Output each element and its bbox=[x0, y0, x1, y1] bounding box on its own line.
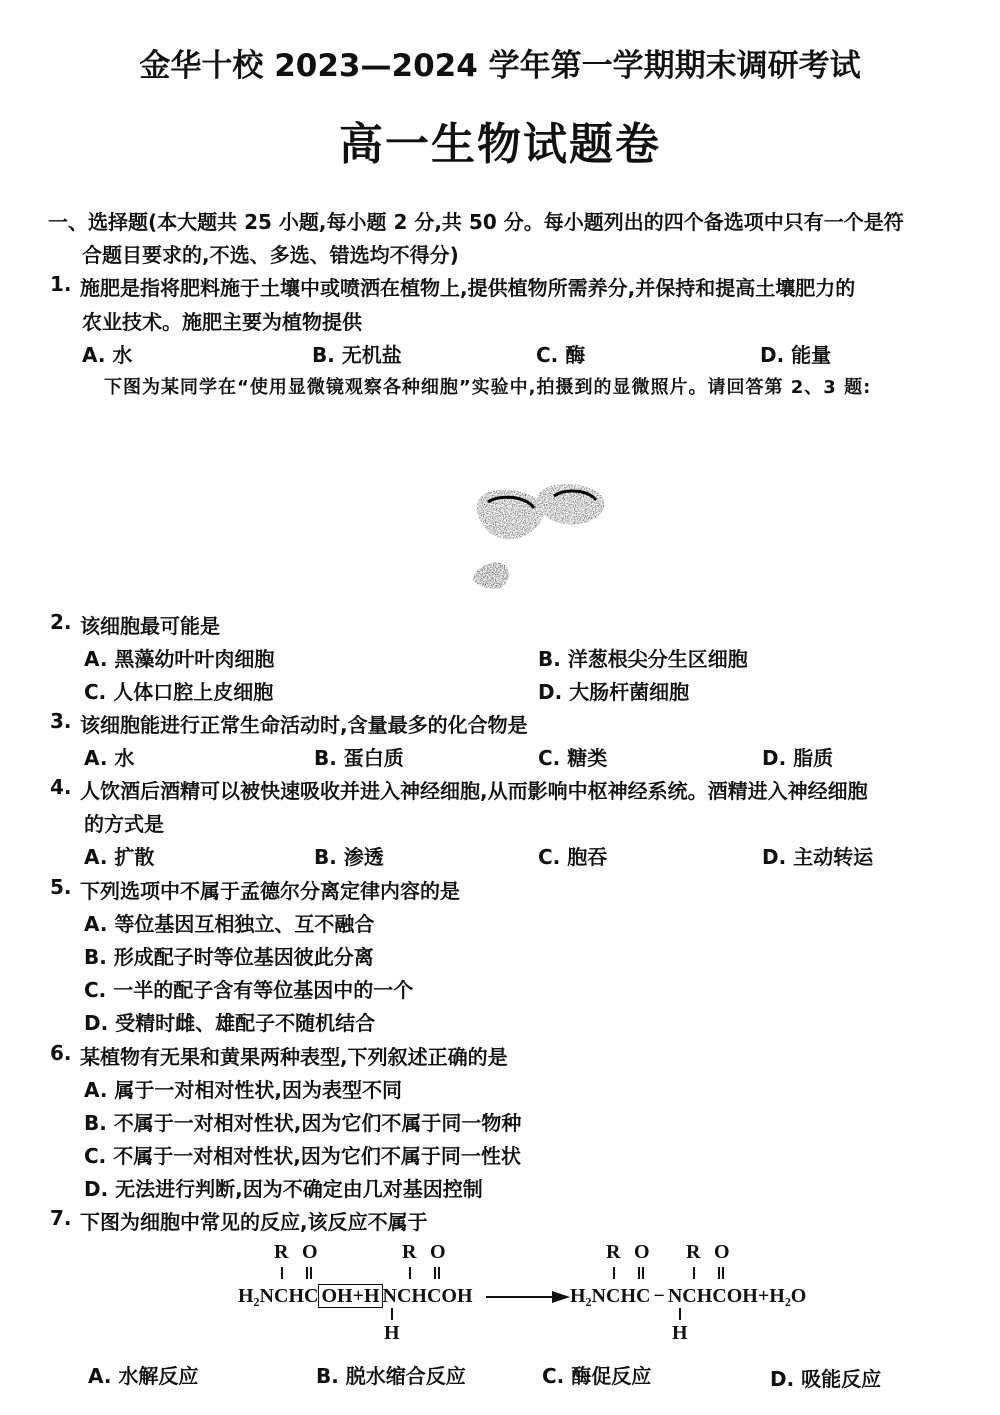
option-c: C. 一半的配子含有等位基因中的一个 bbox=[84, 978, 414, 1002]
peptide-bond: − bbox=[653, 1285, 665, 1307]
formula-part: NCHCOH bbox=[382, 1285, 473, 1307]
option-d: D. 脂质 bbox=[762, 746, 834, 770]
carbonyl-o-label: O bbox=[430, 1241, 446, 1263]
option-c: C. 酶促反应 bbox=[542, 1364, 652, 1388]
carbonyl-o-label: O bbox=[634, 1241, 650, 1263]
option-b: B. 不属于一对相对性状,因为它们不属于同一物种 bbox=[84, 1111, 522, 1135]
amine-h-label: H bbox=[384, 1322, 400, 1344]
amine-h-label: H bbox=[672, 1322, 688, 1344]
r-group-label: R bbox=[402, 1241, 417, 1263]
question-stem: 某植物有无果和黄果两种表型,下列叙述正确的是 bbox=[80, 1045, 508, 1069]
section-heading-cont: 合题目要求的,不选、多选、错选均不得分) bbox=[82, 243, 459, 267]
question-number: 7. bbox=[50, 1206, 72, 1230]
option-b: B. 无机盐 bbox=[312, 343, 402, 367]
option-a: A. 扩散 bbox=[84, 845, 155, 869]
single-bond-icon bbox=[391, 1308, 393, 1320]
single-bond-icon bbox=[281, 1267, 283, 1279]
single-bond-icon bbox=[409, 1267, 411, 1279]
option-b: B. 蛋白质 bbox=[314, 746, 404, 770]
option-a: A. 黑藻幼叶叶肉细胞 bbox=[84, 647, 275, 671]
question-number: 4. bbox=[50, 775, 72, 799]
option-b: B. 洋葱根尖分生区细胞 bbox=[538, 647, 748, 671]
single-bond-icon bbox=[613, 1267, 615, 1279]
double-bond-icon bbox=[638, 1267, 644, 1279]
option-c: C. 人体口腔上皮细胞 bbox=[84, 680, 274, 704]
water-removed-box: OH+H bbox=[318, 1284, 382, 1308]
option-c: C. 糖类 bbox=[538, 746, 608, 770]
exam-title: 金华十校 2023—2024 学年第一学期期末调研考试 bbox=[139, 48, 861, 84]
option-a: A. 属于一对相对性状,因为表型不同 bbox=[84, 1078, 403, 1102]
option-d: D. 无法进行判断,因为不确定由几对基因控制 bbox=[84, 1177, 483, 1201]
option-c: C. 酶 bbox=[536, 343, 586, 367]
question-stem: 施肥是指将肥料施于土壤中或喷洒在植物上,提供植物所需养分,并保持和提高土壤肥力的 bbox=[80, 276, 856, 300]
formula-part: H₂NCHC bbox=[238, 1285, 319, 1307]
formula-part: H₂NCHC bbox=[570, 1285, 651, 1307]
option-d: D. 大肠杆菌细胞 bbox=[538, 680, 690, 704]
option-d: D. 能量 bbox=[760, 343, 832, 367]
question-stem: 该细胞能进行正常生命活动时,含量最多的化合物是 bbox=[80, 713, 528, 737]
single-bond-icon bbox=[679, 1308, 681, 1320]
option-b: B. 脱水缩合反应 bbox=[316, 1364, 466, 1388]
question-number: 6. bbox=[50, 1041, 72, 1065]
option-b: B. 形成配子时等位基因彼此分离 bbox=[84, 945, 374, 969]
question-number: 1. bbox=[50, 272, 72, 296]
option-c: C. 不属于一对相对性状,因为它们不属于同一性状 bbox=[84, 1144, 521, 1168]
exam-subtitle: 高一生物试题卷 bbox=[339, 119, 661, 170]
question-stem: 下图为细胞中常见的反应,该反应不属于 bbox=[80, 1210, 428, 1234]
option-c: C. 胞吞 bbox=[538, 845, 608, 869]
option-d: D. 吸能反应 bbox=[770, 1367, 882, 1391]
formula-part: NCHCOH+H₂O bbox=[667, 1285, 807, 1307]
carbonyl-o-label: O bbox=[714, 1241, 730, 1263]
option-a: A. 等位基因互相独立、互不融合 bbox=[84, 912, 375, 936]
question-number: 5. bbox=[50, 875, 72, 899]
question-number: 2. bbox=[50, 610, 72, 634]
option-a: A. 水 bbox=[84, 746, 135, 770]
section-heading: 一、选择题(本大题共 25 小题,每小题 2 分,共 50 分。每小题列出的四个备选项中只有一个是符 bbox=[48, 210, 904, 234]
r-group-label: R bbox=[686, 1241, 701, 1263]
option-a: A. 水 bbox=[82, 343, 133, 367]
question-stem: 下列选项中不属于孟德尔分离定律内容的是 bbox=[80, 879, 460, 903]
option-b: B. 渗透 bbox=[314, 845, 384, 869]
r-group-label: R bbox=[606, 1241, 621, 1263]
question-stem-cont: 农业技术。施肥主要为植物提供 bbox=[82, 310, 362, 334]
question-stem: 该细胞最可能是 bbox=[80, 614, 220, 638]
carbonyl-o-label: O bbox=[302, 1241, 318, 1263]
option-d: D. 受精时雌、雄配子不随机结合 bbox=[84, 1011, 376, 1035]
option-a: A. 水解反应 bbox=[88, 1364, 199, 1388]
reaction-arrow-icon bbox=[486, 1290, 570, 1304]
reactants-formula bbox=[238, 1285, 473, 1308]
figure-intro: 下图为某同学在“使用显微镜观察各种细胞”实验中,拍摄到的显微照片。请回答第 2、3 题: bbox=[104, 377, 872, 398]
option-d: D. 主动转运 bbox=[762, 845, 874, 869]
question-number: 3. bbox=[50, 709, 72, 733]
double-bond-icon bbox=[306, 1267, 312, 1279]
double-bond-icon bbox=[718, 1267, 724, 1279]
question-stem-cont: 的方式是 bbox=[84, 812, 164, 836]
question-stem: 人饮酒后酒精可以被快速吸收并进入神经细胞,从而影响中枢神经系统。酒精进入神经细胞 bbox=[80, 779, 868, 803]
double-bond-icon bbox=[434, 1267, 440, 1279]
r-group-label: R bbox=[274, 1241, 289, 1263]
single-bond-icon bbox=[693, 1267, 695, 1279]
products-formula bbox=[570, 1285, 806, 1308]
